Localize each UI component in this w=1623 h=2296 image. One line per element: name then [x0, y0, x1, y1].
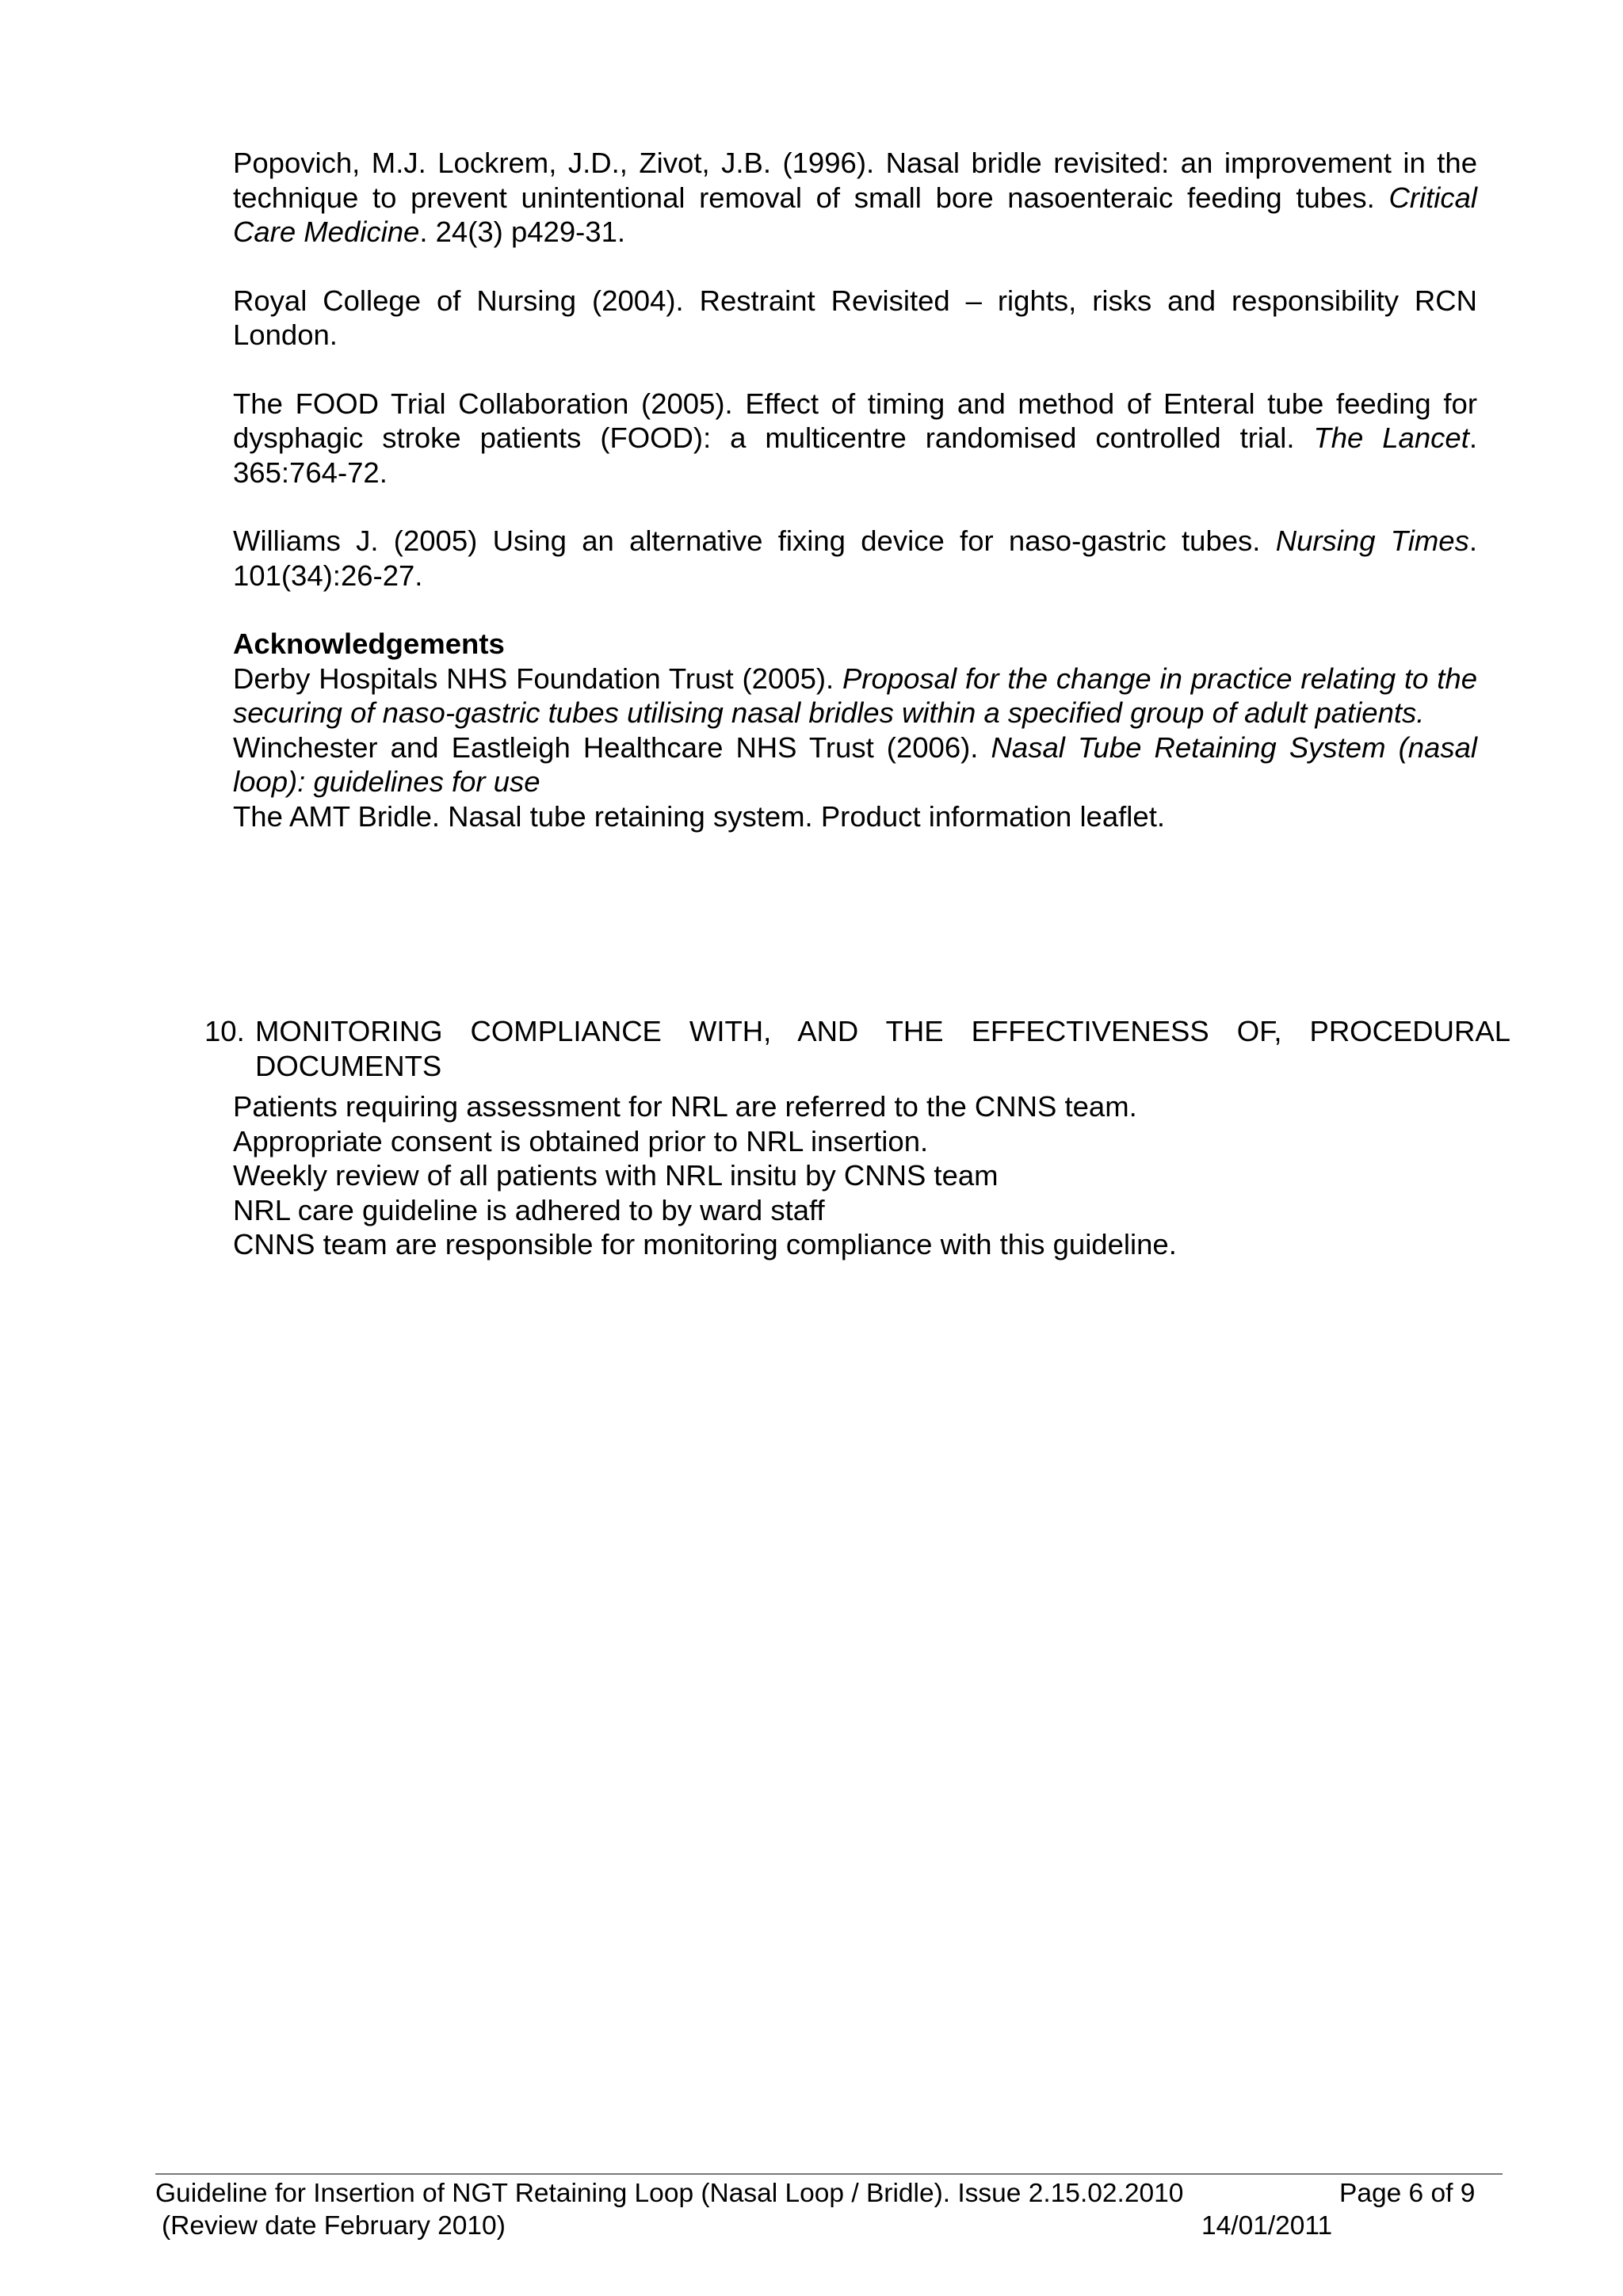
footer-review-date: (Review date February 2010) — [162, 2211, 506, 2241]
reference-citation: . 24(3) p429-31. — [419, 215, 626, 248]
acknowledgements-block — [233, 627, 1477, 833]
list-item: Appropriate consent is obtained prior to NRL insertion. — [233, 1124, 929, 1158]
reference-citation: . 101(34):26-27. — [233, 524, 1477, 592]
acknowledgement-source: Derby Hospitals NHS Foundation Trust (2005). — [233, 662, 843, 695]
acknowledgement-winchester — [233, 730, 1477, 799]
reference-rcn — [233, 284, 1477, 353]
acknowledgement-source: The AMT Bridle. Nasal tube retaining system. Product information leaflet. — [233, 799, 1165, 833]
references-section — [233, 146, 1477, 833]
section-heading — [204, 1014, 1510, 1083]
acknowledgements-heading: Acknowledgements — [233, 627, 505, 660]
page-footer — [155, 2177, 1503, 2242]
list-item: CNNS team are responsible for monitoring compliance with this guideline. — [233, 1228, 1177, 1261]
reference-citation: . 365:764-72. — [233, 421, 1477, 489]
list-item: Patients requiring assessment for NRL are referred to the CNNS team. — [233, 1090, 1137, 1123]
section-title: MONITORING COMPLIANCE WITH, AND THE EFFECTIVENESS OF, PROCEDURAL DOCUMENTS — [255, 1015, 1510, 1082]
acknowledgement-derby — [233, 662, 1477, 730]
acknowledgement-title: Nasal Tube Retaining System (nasal loop): guidelines for use — [233, 730, 1477, 798]
footer-document-title: Guideline for Insertion of NGT Retaining Loop (Nasal Loop / Bridle). Issue 2.15.02.2010 — [155, 2179, 1184, 2208]
monitoring-list — [204, 1089, 1510, 1262]
section-10 — [204, 1014, 1510, 1262]
acknowledgement-amt — [233, 799, 1477, 834]
reference-text: The FOOD Trial Collaboration (2005). Effect of timing and method of Enteral tube feeding for dysphagic stroke patients (FOOD): a multicentre randomised controlled trial. — [233, 387, 1477, 454]
footer-divider — [155, 2173, 1503, 2175]
reference-popovich — [233, 146, 1477, 250]
reference-journal: Nursing Times — [1275, 524, 1469, 557]
acknowledgement-source: Winchester and Eastleigh Healthcare NHS Trust (2006). — [233, 730, 991, 764]
footer-row-1 — [155, 2177, 1503, 2210]
acknowledgement-title: Proposal for the change in practice relating to the securing of naso-gastric tubes utilising nasal bridles within a specified group of adult patients. — [233, 662, 1477, 729]
footer-date: 14/01/2011 — [1201, 2211, 1333, 2241]
footer-row-2 — [155, 2210, 1503, 2242]
section-number: 10. — [204, 1015, 245, 1047]
reference-food-trial — [233, 387, 1477, 490]
reference-journal: Critical Care Medicine — [233, 181, 1477, 248]
footer-page-number: Page 6 of 9 — [1339, 2179, 1476, 2208]
reference-text: Royal College of Nursing (2004). Restraint Revisited – rights, risks and responsibility RCN London. — [233, 284, 1477, 351]
list-item: Weekly review of all patients with NRL insitu by CNNS team — [233, 1159, 999, 1192]
reference-journal: The Lancet — [1313, 421, 1469, 454]
reference-text: Popovich, M.J. Lockrem, J.D., Zivot, J.B. (1996). Nasal bridle revisited: an improvement in the technique to prevent unintentional removal of small bore nasoenteraic feeding tubes. — [233, 147, 1477, 214]
reference-williams — [233, 524, 1477, 593]
list-item: NRL care guideline is adhered to by ward staff — [233, 1193, 825, 1226]
reference-text: Williams J. (2005) Using an alternative fixing device for naso-gastric tubes. — [233, 524, 1276, 557]
